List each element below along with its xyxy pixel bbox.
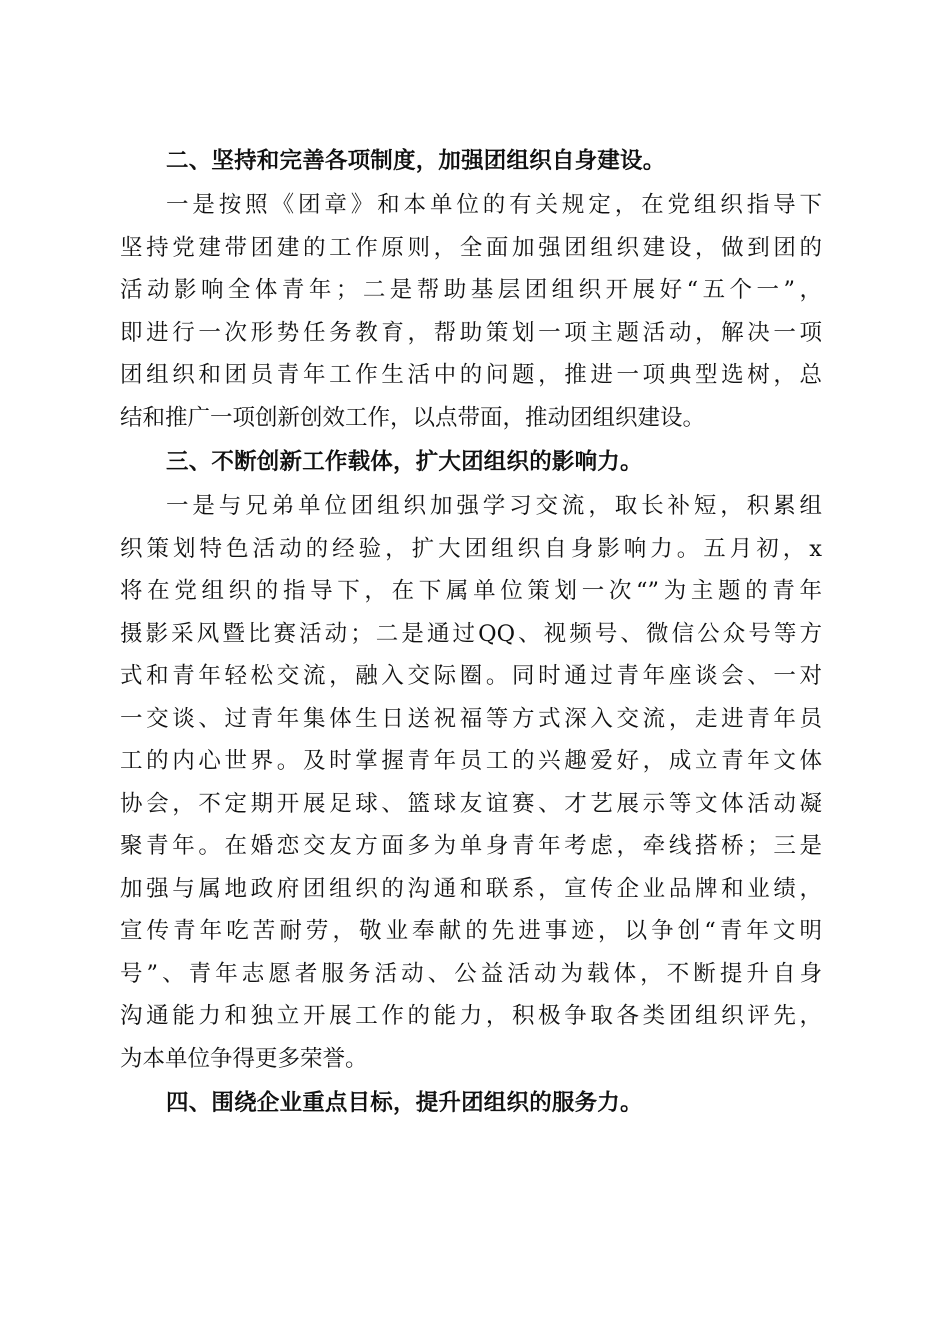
paragraph-line: 为本单位争得更多荣誉。 — [120, 1045, 368, 1072]
paragraph-line: 坚持党建带团建的工作原则，全面加强团组织建设，做到团的 — [120, 234, 822, 261]
section-2-paragraph — [120, 184, 822, 439]
paragraph-line: 将在党组织的指导下，在下属单位策划一次“”为主题的青年 — [120, 578, 822, 604]
paragraph-line: 摄影采风暨比赛活动；二是通过QQ、视频号、微信公众号等方 — [120, 620, 822, 647]
paragraph-line: 沟通能力和独立开展工作的能力，积极争取各类团组织评先， — [120, 1003, 822, 1029]
paragraph-line: 工的内心世界。及时掌握青年员工的兴趣爱好，成立青年文体 — [120, 748, 822, 774]
paragraph-line: 号”、青年志愿者服务活动、公益活动为载体，不断提升自身 — [120, 960, 822, 987]
paragraph-line: 活动影响全体青年；二是帮助基层团组织开展好“五个一”， — [120, 277, 822, 303]
paragraph-line: 一交谈、过青年集体生日送祝福等方式深入交流，走进青年员 — [120, 705, 822, 732]
paragraph-line: 聚青年。在婚恋交友方面多为单身青年考虑，牵线搭桥；三是 — [120, 833, 822, 859]
section-heading-4: 四、围绕企业重点目标，提升团组织的服务力。 — [166, 1090, 643, 1116]
paragraph-line: 即进行一次形势任务教育，帮助策划一项主题活动，解决一项 — [120, 319, 822, 346]
paragraph-line: 加强与属地政府团组织的沟通和联系，宣传企业品牌和业绩， — [120, 875, 822, 902]
paragraph-line: 织策划特色活动的经验，扩大团组织自身影响力。五月初，x — [120, 535, 822, 562]
paragraph-line: 一是按照《团章》和本单位的有关规定，在党组织指导下 — [166, 192, 822, 218]
section-3-paragraph — [120, 485, 822, 1080]
section-heading-2: 二、坚持和完善各项制度，加强团组织自身建设。 — [166, 148, 666, 174]
paragraph-line: 团组织和团员青年工作生活中的问题，推进一项典型选树，总 — [120, 362, 822, 388]
document-body — [120, 138, 822, 1126]
paragraph-line: 协会，不定期开展足球、篮球友谊赛、才艺展示等文体活动凝 — [120, 790, 822, 817]
section-heading-3: 三、不断创新工作载体，扩大团组织的影响力。 — [166, 449, 643, 475]
paragraph-line: 一是与兄弟单位团组织加强学习交流，取长补短，积累组 — [166, 493, 822, 519]
paragraph-line: 结和推广一项创新创效工作，以点带面，推动团组织建设。 — [120, 404, 706, 431]
paragraph-line: 宣传青年吃苦耐劳，敬业奉献的先进事迹，以争创“青年文明 — [120, 918, 822, 944]
paragraph-line: 式和青年轻松交流，融入交际圈。同时通过青年座谈会、一对 — [120, 663, 822, 689]
